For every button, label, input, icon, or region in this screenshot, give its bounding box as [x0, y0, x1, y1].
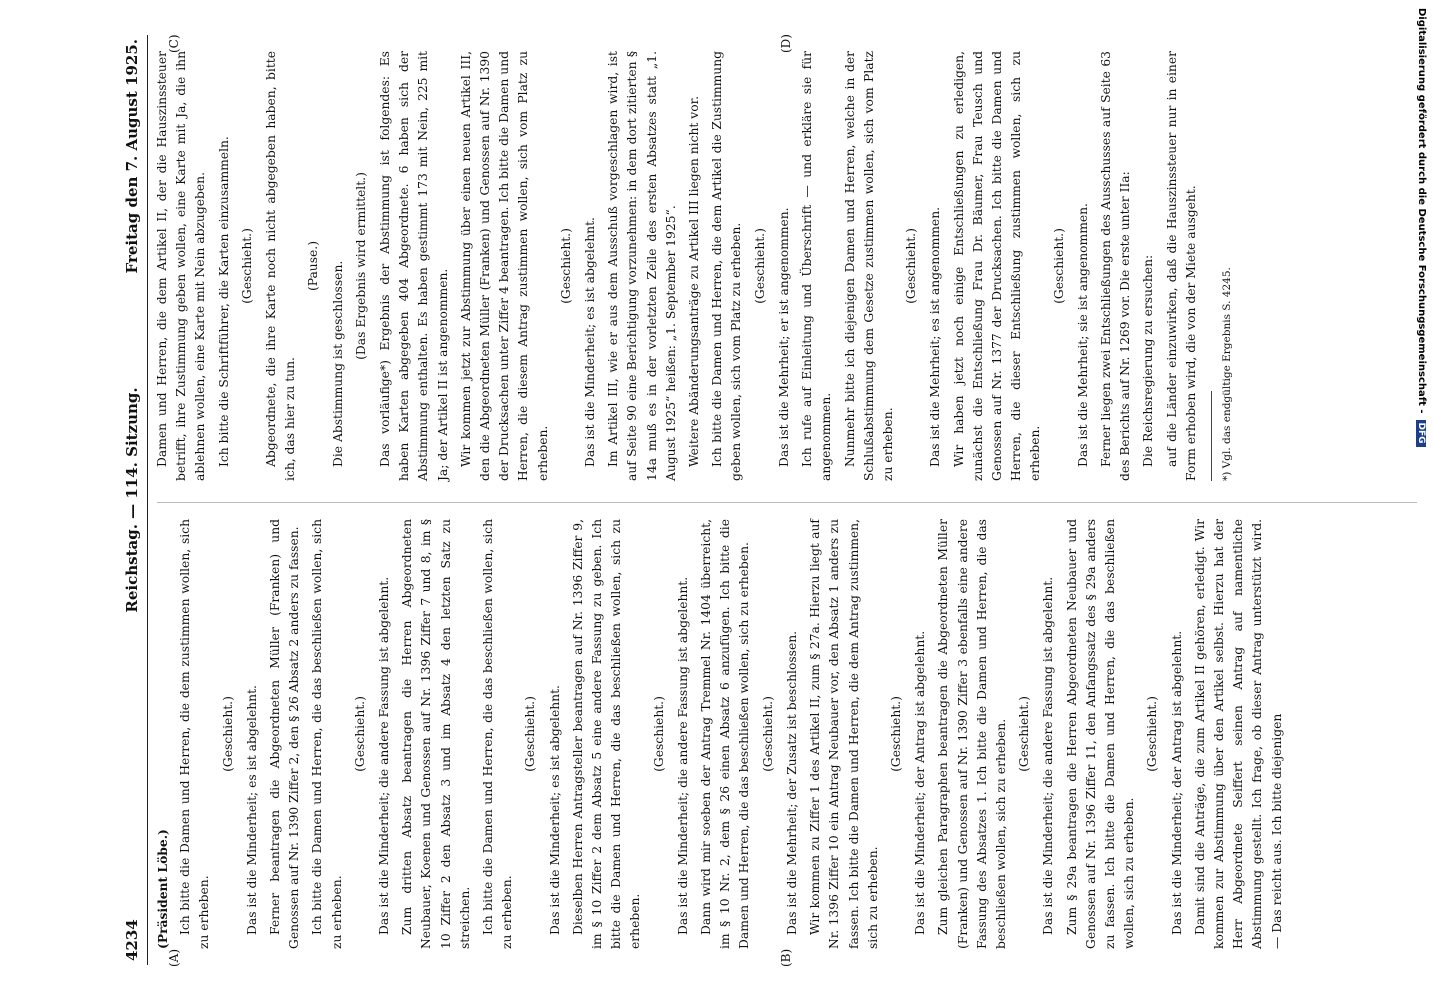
session-title: Reichstag. — 114. Sitzung.	[123, 387, 141, 613]
page-header	[117, 35, 148, 965]
paragraph: Das ist die Minderheit; der Antrag ist abgelehnt.	[1169, 630, 1184, 935]
credit-text: Digitalisierung gefördert durch die Deutsche Forschungsgemeinschaft -	[1416, 8, 1427, 414]
paragraph: Zum § 29a beantragen die Herren Abgeordneten Neubauer und Genossen auf Nr. 1396 Ziffer 11, den Anfangssatz des § 29a anders zu fassen. Ich bitte die Damen und Herren, die das beschließen wollen, sich zu erheben.	[1064, 519, 1137, 949]
paragraph: Das ist die Minderheit; es ist abgelehnt.	[244, 685, 259, 935]
paragraph: Das ist die Minderheit; die andere Fassung ist abgelehnt.	[1041, 576, 1056, 935]
stage-direction: (Geschieht.)	[888, 696, 903, 772]
paragraph: Das ist die Minderheit; die andere Fassung ist abgelehnt.	[675, 576, 690, 935]
stage-direction: (Geschieht.)	[904, 228, 919, 304]
stage-direction: (Geschieht.)	[1017, 696, 1032, 772]
stage-direction: (Geschieht.)	[752, 228, 767, 304]
paragraph: Damit sind die Anträge, die zum Artikel II gehören, erledigt. Wir kommen zur Abstimmung über den Artikel selbst. Hierzu hat der Herr Abgeordnete Seiffert seinen Antrag auf namentliche Abstimmung gestellt. Ich frage, ob dieser Antrag unterstützt wird. — Das reicht aus. Ich bitte diejenigen	[1192, 519, 1284, 949]
paragraph: Dann wird mir soeben der Antrag Tremmel Nr. 1404 überreicht, im § 10 Nr. 2, dem § 26 einen Absatz 6 anzufügen. Ich bitte die Damen und Herren, die das beschließen wollen, sich zu erheben.	[699, 519, 752, 949]
stage-direction: (Geschieht.)	[523, 696, 538, 772]
margin-mark-a: (A)	[167, 948, 181, 967]
margin-mark-d: (D)	[779, 34, 793, 53]
paragraph: Ferner liegen zwei Entschließungen des Ausschusses auf Seite 63 des Berichts auf Nr. 1269 vor. Die erste unter IIa:	[1098, 51, 1133, 481]
paragraph: Abgeordnete, die ihre Karte noch nicht abgegeben haben, bitte ich, das hier zu tun.	[264, 51, 298, 481]
paragraph: Im Artikel III, wie er aus dem Ausschuß vorgeschlagen wird, ist auf Seite 90 eine Berichtigung vorzunehmen: in dem dort zitierten § 14a muß es in der vorletzten Zeile des ersten Absatzes statt „1. August 1925“ heißen: „1. September 1925“.	[606, 51, 678, 481]
paragraph: Die Abstimmung ist geschlossen.	[330, 260, 345, 467]
paragraph: Ich bitte die Damen und Herren, die das beschließen wollen, sich zu erheben.	[310, 519, 344, 949]
paragraph: Dieselben Herren Antragsteller beantragen auf Nr. 1396 Ziffer 9, im § 10 Ziffer 2 dem Absatz 5 eine andere Fassung zu geben. Ich bitte die Damen und Herren, die das beschließen wollen, sich zu erheben.	[570, 519, 643, 949]
page-number: 4234	[123, 919, 141, 961]
paragraph: Das ist die Minderheit; es ist abgelehnt.	[583, 217, 598, 467]
speaker-label: (Präsident Löbe.)	[155, 829, 170, 949]
paragraph: Ich bitte die Damen und Herren, die das beschließen wollen, sich zu erheben.	[481, 519, 515, 949]
paragraph: Das vorläufige*) Ergebnis der Abstimmung ist folgendes: Es haben Karten abgegeben 404 Abgeordnete. 6 haben sich der Abstimmung enthalten. Es haben gestimmt 173 mit Nein, 225 mit Ja; der Artikel II ist angenommen.	[378, 51, 450, 481]
stage-direction: (Pause.)	[306, 240, 321, 292]
stage-direction: (Geschieht.)	[1051, 228, 1066, 304]
column-divider	[157, 502, 1417, 503]
paragraph: Damen und Herren, die dem Artikel II, der die Hauszinssteuer betrifft, ihre Zustimmung geben wollen, eine Karte mit Ja, die ihn ablehnen wollen, eine Karte mit Nein abzugeben.	[155, 51, 208, 481]
digitization-credit	[1416, 8, 1434, 988]
footnote-rule	[1211, 391, 1212, 481]
paragraph: Ich bitte die Damen und Herren, die dem zustimmen wollen, sich zu erheben.	[178, 519, 212, 949]
paragraph: Die Reichsregierung zu ersuchen:	[1141, 254, 1156, 467]
stage-direction: (Geschieht.)	[558, 228, 573, 304]
stage-direction: (Geschieht.)	[220, 696, 235, 772]
paragraph: Das ist die Minderheit; es ist abgelehnt.	[547, 685, 562, 935]
stage-direction: (Geschieht.)	[352, 696, 367, 772]
paragraph: Das ist die Minderheit; der Antrag ist abgelehnt.	[913, 630, 928, 935]
session-date: Freitag den 7. August 1925.	[123, 39, 141, 274]
paragraph: Das ist die Mehrheit; sie ist angenommen.	[1075, 203, 1090, 467]
paragraph: Das ist die Mehrheit; der Zusatz ist beschlossen.	[784, 630, 799, 935]
dfg-logo: DFG	[1416, 420, 1426, 447]
margin-mark-c: (C)	[167, 34, 181, 53]
paragraph: Das ist die Mehrheit; er ist angenommen.	[776, 207, 791, 467]
stage-direction: (Geschieht.)	[239, 228, 254, 304]
stage-direction: (Das Ergebnis wird ermittelt.)	[353, 172, 368, 360]
paragraph: Das ist die Minderheit; die andere Fassung ist abgelehnt.	[377, 576, 392, 935]
paragraph: Weitere Abänderungsanträge zu Artikel III liegen nicht vor.	[687, 95, 702, 467]
right-column	[153, 51, 1241, 481]
paragraph: Zum dritten Absatz beantragen die Herren Abgeordneten Neubauer, Koenen und Genossen auf Nr. 1396 Ziffer 7 und 8, im § 10 Ziffer 2 den Absatz 3 und im Absatz 4 den letzten Satz zu streichen.	[400, 519, 472, 949]
paragraph: Das ist die Mehrheit; es ist angenommen.	[928, 206, 943, 467]
paragraph: Wir haben jetzt noch einige Entschließungen zu erledigen, zunächst die Entschließung Frau Dr. Bäumer, Frau Teusch und Genossen auf Nr. 1377 der Drucksachen. Ich bitte die Damen und Herren, die dieser Entschließung zustimmen wollen, sich zu erheben.	[951, 51, 1043, 481]
stage-direction: (Geschieht.)	[651, 696, 666, 772]
footnote: *) Vgl. das endgültige Ergebnis S. 4245.	[1220, 267, 1233, 481]
paragraph: Ich rufe auf Einleitung und Überschrift — und erkläre sie für angenommen.	[800, 51, 834, 481]
paragraph: Ich bitte die Damen und Herren, die dem Artikel die Zustimmung geben wollen, sich vom Platz zu erheben.	[710, 51, 744, 481]
stage-direction: (Geschieht.)	[1145, 696, 1160, 772]
paragraph: Wir kommen zu Ziffer 1 des Artikel II, zum § 27a. Hierzu liegt auf Nr. 1396 Ziffer 10 ein Antrag Neubauer vor, den Absatz 1 anders zu fassen. Ich bitte die Damen und Herren, die dem Antrag zustimmen, sich zu erheben.	[808, 519, 880, 949]
stage-direction: (Geschieht.)	[760, 696, 775, 772]
paragraph: Ferner beantragen die Abgeordneten Müller (Franken) und Genossen auf Nr. 1390 Ziffer 2, den § 26 Absatz 2 anders zu fassen.	[268, 519, 302, 949]
paragraph: Wir kommen jetzt zur Abstimmung über einen neuen Artikel III, den die Abgeordneten Müller (Franken) und Genossen auf Nr. 1390 der Drucksachen unter Ziffer 4 beantragen. Ich bitte die Damen und Herren, die diesem Antrag zustimmen wollen, sich vom Platz zu erheben.	[458, 51, 550, 481]
paragraph: Ich bitte die Schriftführer, die Karten einzusammeln.	[216, 136, 231, 467]
paragraph: Nunmehr bitte ich diejenigen Damen und Herren, welche in der Schlußabstimmung dem Gesetze zustimmen wollen, sich vom Platz zu erheben.	[842, 51, 895, 481]
left-column	[153, 519, 1291, 949]
margin-mark-b: (B)	[779, 948, 793, 967]
document-page	[117, 35, 1434, 965]
paragraph: Zum gleichen Paragraphen beantragen die Abgeordneten Müller (Franken) und Genossen auf Nr. 1390 Ziffer 3 ebenfalls eine andere Fassung des Absatzes 1. Ich bitte die Damen und Herren, die das beschließen wollen, sich zu erheben.	[936, 519, 1008, 949]
paragraph: auf die Länder einzuwirken, daß die Hauszinssteuer nur in einer Form erhoben wird, die von der Miete ausgeht.	[1164, 51, 1198, 481]
